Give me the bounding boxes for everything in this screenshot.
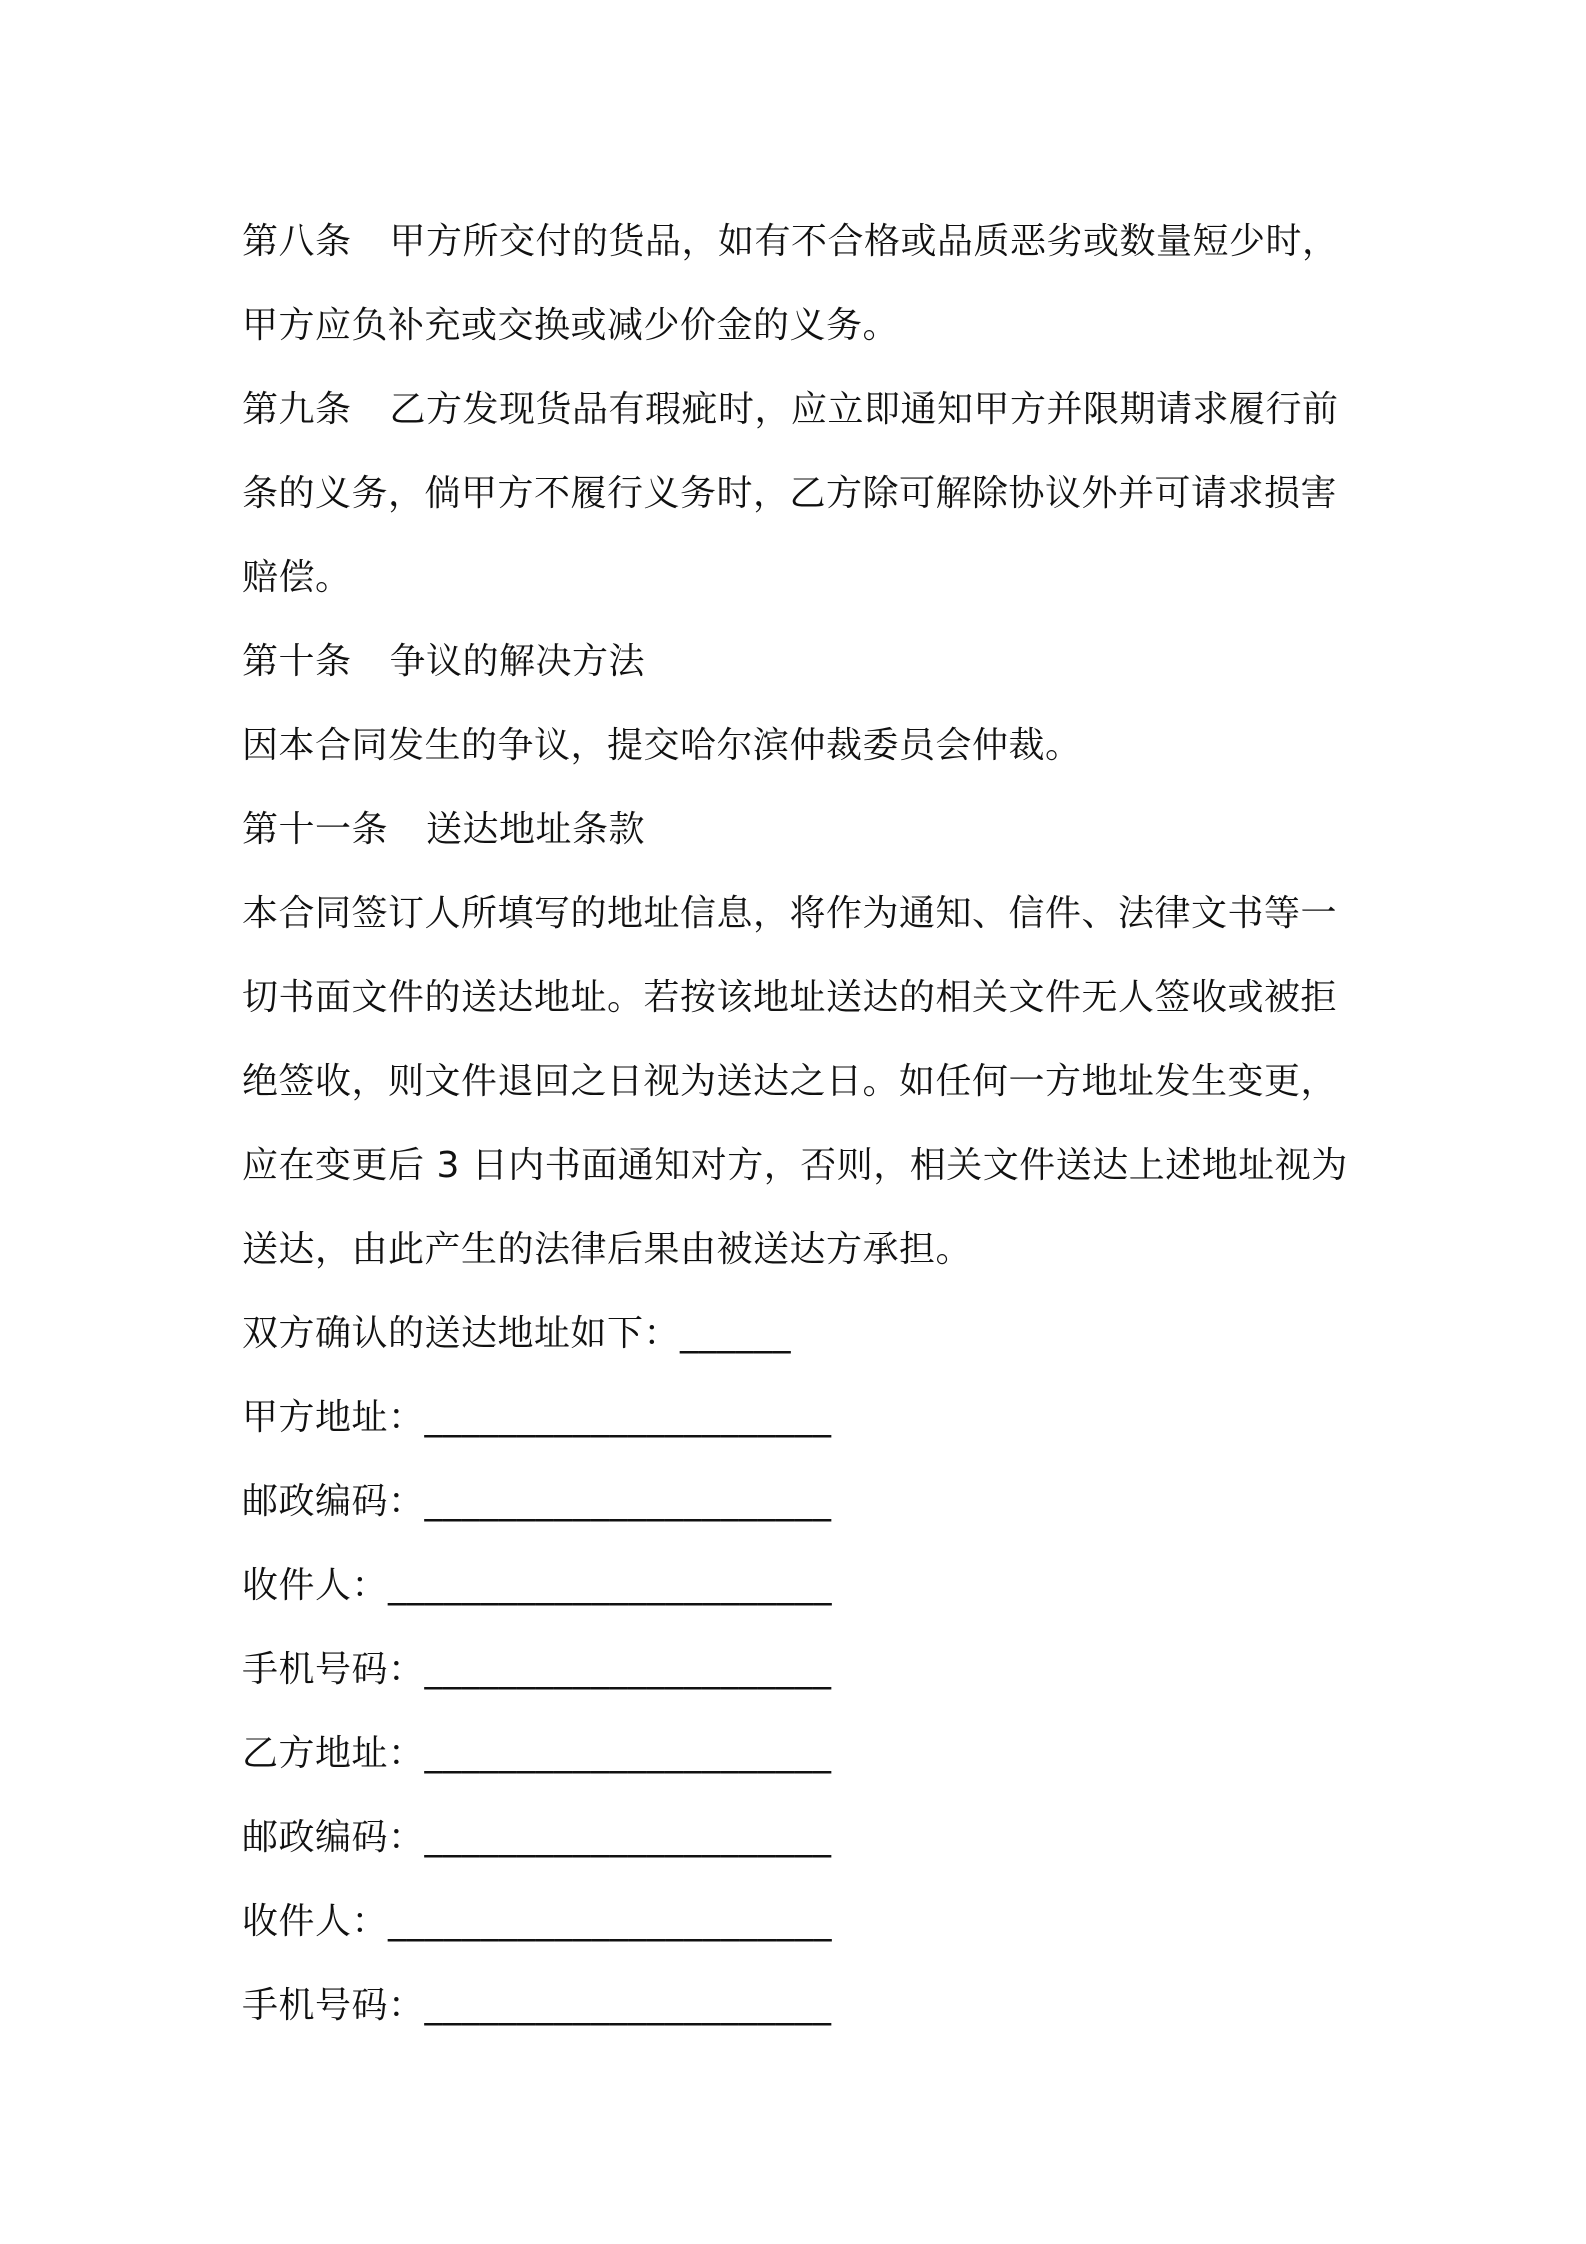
document-body xyxy=(242,200,1362,2048)
article-11-text-line: 应在变更后 3 日内书面通知对方，否则，相关文件送达上述地址视为 xyxy=(242,1145,1348,1186)
party-b-recipient-field: 收件人：________________________ xyxy=(242,1901,833,1942)
party-a-phone-field: 手机号码：______________________ xyxy=(242,1649,832,1690)
party-a-postcode-field: 邮政编码：______________________ xyxy=(242,1481,832,1522)
article-9-text: 乙方发现货品有瑕疵时，应立即通知甲方并限期请求履行前 xyxy=(389,389,1339,430)
article-9-line-3: 赔偿。 xyxy=(242,557,352,598)
article-11-text-line: 本合同签订人所填写的地址信息，将作为通知、信件、法律文书等一 xyxy=(242,893,1338,934)
party-b-phone-field: 手机号码：______________________ xyxy=(242,1985,832,2026)
article-9-line-1 xyxy=(242,368,1362,452)
party-a-address-field: 甲方地址：______________________ xyxy=(242,1397,832,1438)
article-11-heading: 第十一条 xyxy=(242,809,389,850)
party-b-postcode-field: 邮政编码：______________________ xyxy=(242,1817,832,1858)
article-10-title: 争议的解决方法 xyxy=(389,641,646,682)
article-11-title: 送达地址条款 xyxy=(426,809,646,850)
article-10-heading-line xyxy=(242,620,1362,704)
article-11-heading-line xyxy=(242,788,1362,872)
address-confirm-line: 双方确认的送达地址如下：______ xyxy=(242,1313,792,1354)
article-8-text: 甲方所交付的货品，如有不合格或品质恶劣或数量短少时， xyxy=(389,221,1339,262)
article-8-heading: 第八条 xyxy=(242,221,352,262)
article-9-heading: 第九条 xyxy=(242,389,352,430)
party-a-recipient-field: 收件人：________________________ xyxy=(242,1565,833,1606)
article-11-text-line: 送达，由此产生的法律后果由被送达方承担。 xyxy=(242,1229,973,1270)
article-8-line-2: 甲方应负补充或交换或减少价金的义务。 xyxy=(242,305,900,346)
article-11-text-line: 绝签收，则文件退回之日视为送达之日。如任何一方地址发生变更， xyxy=(242,1061,1338,1102)
article-10-text: 因本合同发生的争议，提交哈尔滨仲裁委员会仲裁。 xyxy=(242,725,1082,766)
party-b-address-field: 乙方地址：______________________ xyxy=(242,1733,832,1774)
article-11-text-line: 切书面文件的送达地址。若按该地址送达的相关文件无人签收或被拒 xyxy=(242,977,1338,1018)
article-9-line-2: 条的义务，倘甲方不履行义务时，乙方除可解除协议外并可请求损害 xyxy=(242,473,1338,514)
article-8-line-1 xyxy=(242,200,1362,284)
article-10-heading: 第十条 xyxy=(242,641,352,682)
